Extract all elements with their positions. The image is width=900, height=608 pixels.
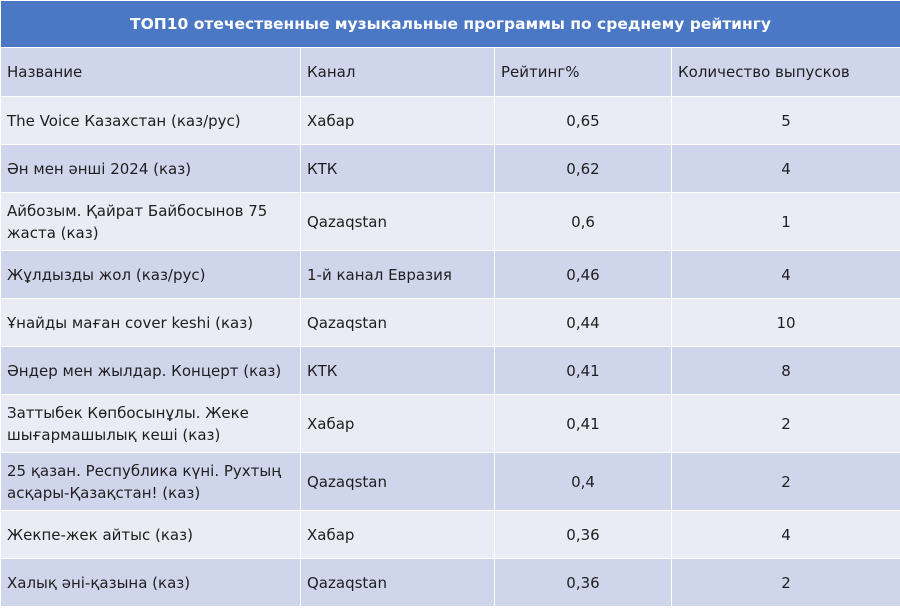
cell-program-name: Әндер мен жылдар. Концерт (каз): [1, 347, 301, 395]
cell-channel: 1-й канал Евразия: [301, 251, 495, 299]
column-header-name: Название: [1, 48, 301, 97]
cell-rating: 0,65: [495, 97, 672, 145]
table-title: ТОП10 отечественные музыкальные программы по среднему рейтингу: [1, 1, 900, 48]
cell-episodes: 2: [672, 395, 900, 453]
cell-channel: Qazaqstan: [301, 193, 495, 251]
table-row: [1, 251, 900, 299]
title-row: [1, 1, 900, 48]
cell-rating: 0,36: [495, 511, 672, 559]
cell-episodes: 1: [672, 193, 900, 251]
cell-episodes: 4: [672, 251, 900, 299]
cell-channel: Qazaqstan: [301, 559, 495, 607]
cell-episodes: 4: [672, 145, 900, 193]
cell-channel: КТК: [301, 145, 495, 193]
cell-episodes: 4: [672, 511, 900, 559]
column-header-channel: Канал: [301, 48, 495, 97]
cell-rating: 0,62: [495, 145, 672, 193]
cell-program-name: The Voice Казахстан (каз/рус): [1, 97, 301, 145]
cell-program-name: Ән мен әнші 2024 (каз): [1, 145, 301, 193]
table-row: [1, 145, 900, 193]
cell-episodes: 2: [672, 559, 900, 607]
table-row: [1, 453, 900, 511]
table-row: [1, 511, 900, 559]
cell-program-name: Жекпе-жек айтыс (каз): [1, 511, 301, 559]
cell-episodes: 2: [672, 453, 900, 511]
cell-episodes: 8: [672, 347, 900, 395]
cell-program-name: Халық әні-қазына (каз): [1, 559, 301, 607]
cell-episodes: 10: [672, 299, 900, 347]
header-row: [1, 48, 900, 97]
table-row: [1, 97, 900, 145]
column-header-rating: Рейтинг%: [495, 48, 672, 97]
table-row: [1, 395, 900, 453]
cell-rating: 0,41: [495, 395, 672, 453]
cell-program-name: Заттыбек Көпбосынұлы. Жеке шығармашылық кеші (каз): [1, 395, 301, 453]
cell-channel: Qazaqstan: [301, 299, 495, 347]
cell-episodes: 5: [672, 97, 900, 145]
cell-program-name: Жұлдызды жол (каз/рус): [1, 251, 301, 299]
cell-rating: 0,46: [495, 251, 672, 299]
cell-rating: 0,4: [495, 453, 672, 511]
cell-channel: Хабар: [301, 511, 495, 559]
cell-channel: Qazaqstan: [301, 453, 495, 511]
cell-rating: 0,41: [495, 347, 672, 395]
table-row: [1, 193, 900, 251]
table-row: [1, 299, 900, 347]
cell-program-name: 25 қазан. Республика күні. Рухтың асқары-Қазақстан! (каз): [1, 453, 301, 511]
table-row: [1, 347, 900, 395]
cell-rating: 0,6: [495, 193, 672, 251]
cell-program-name: Ұнайды маған cover keshi (каз): [1, 299, 301, 347]
table-row: [1, 559, 900, 607]
cell-channel: Хабар: [301, 97, 495, 145]
cell-channel: Хабар: [301, 395, 495, 453]
cell-rating: 0,44: [495, 299, 672, 347]
cell-rating: 0,36: [495, 559, 672, 607]
cell-program-name: Айбозым. Қайрат Байбосынов 75 жаста (каз): [1, 193, 301, 251]
cell-channel: КТК: [301, 347, 495, 395]
column-header-episodes: Количество выпусков: [672, 48, 900, 97]
